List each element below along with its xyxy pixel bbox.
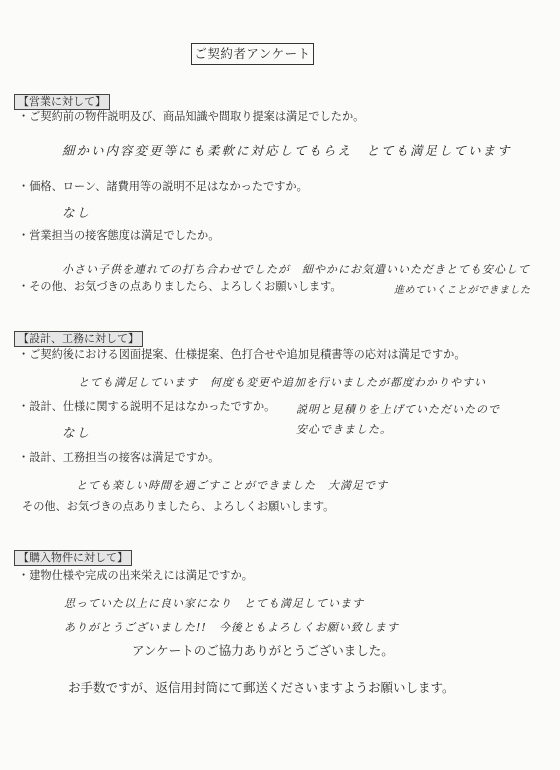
section-heading-property: 【購入物件に対して】 [14,550,132,566]
question-design-spec: ・設計、仕様に関する説明不足はなかったですか。 [18,400,276,413]
section-heading-sales: 【営業に対して】 [14,94,110,110]
answer-sales-price: なし [62,205,92,220]
answer-design-drawings-cont: 説明と見積りを上げていただいたので [296,403,500,416]
answer-design-drawings: とても満足しています 何度も変更や追加を行いましたが都度わかりやすい [78,376,486,389]
answer-design-spec: なし [62,425,92,440]
question-design-drawings: ・ご契約後における図面提案、仕様提案、色打合せや追加見積書等の応対は満足ですか。 [18,348,466,361]
question-property-quality: ・建物仕様や完成の出来栄えには満足ですか。 [18,569,253,582]
closing-thanks: アンケートのご協力ありがとうございました。 [132,643,394,658]
answer-property-quality-cont: ありがとうございました!! 今後ともよろしくお願い致します [64,621,399,634]
question-sales-attitude: ・営業担当の接客態度は満足でしたか。 [18,229,220,242]
question-design-service: ・設計、工務担当の接客は満足ですか。 [18,451,220,464]
answer-property-quality: 思っていた以上に良い家になり とても満足しています [64,597,364,610]
question-sales-price: ・価格、ローン、諸費用等の説明不足はなかったですか。 [18,180,308,193]
answer-design-service: とても楽しい時間を過ごすことができました 大満足です [76,479,388,492]
question-design-other: その他、お気づきの点ありましたら、よろしくお願いします。 [22,500,335,513]
answer-design-drawings-cont2: 安心できました。 [296,423,392,436]
question-sales-explanation: ・ご契約前の物件説明及び、商品知識や間取り提案は満足でしたか。 [18,110,365,123]
question-sales-other: ・その他、お気づきの点ありましたら、よろしくお願いします。 [18,280,342,293]
answer-sales-attitude: 小さい子供を連れての打ち合わせでしたが 細やかにお気遣いいただきとても安心して [62,263,530,276]
section-heading-design: 【設計、工務に対して】 [14,331,143,347]
answer-sales-explanation: 細かい内容変更等にも柔軟に対応してもらえ とても満足しています [62,143,512,158]
survey-title: ご契約者アンケート [191,43,314,65]
closing-request: お手数ですが、返信用封筒にて郵送くださいますようお願いします。 [68,680,455,695]
answer-sales-attitude-cont: 進めていくことができました [394,285,531,296]
